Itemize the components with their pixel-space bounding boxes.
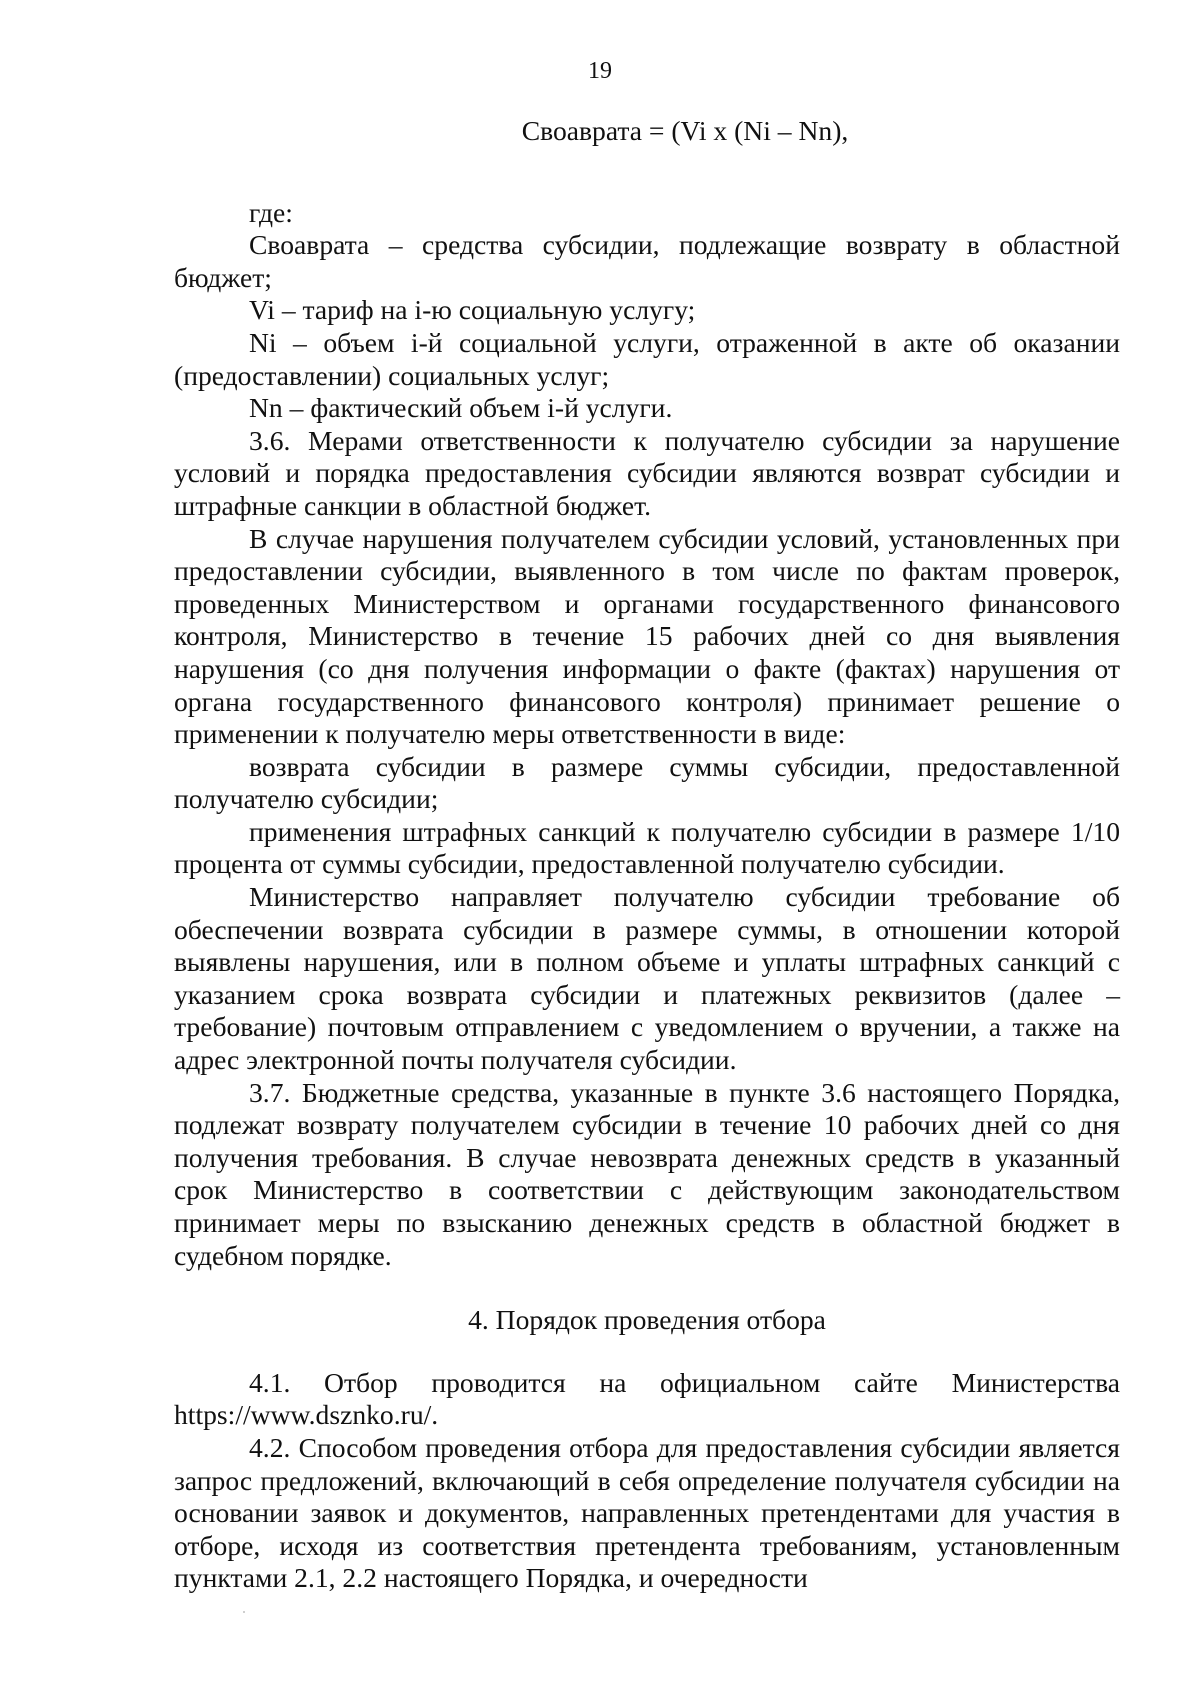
paragraph-violation-case: В случае нарушения получателем субсидии условий, установленных при предоставлении субсидии, выявленного в том числе по фактам проверок, проведенных Министерством и органами государственного финансового контроля, Министерство в течение 15 рабочих дней со дня выявления нарушения (со дня получения информации о факте (фактах) нарушения от органа государственного финансового контроля) принимает решение о применении к получателю меры ответственности в виде: — [174, 522, 1120, 750]
paragraph-refund-measure: возврата субсидии в размере суммы субсидии, предоставленной получателю субсидии; — [174, 750, 1120, 815]
paragraph-definition-volume: Ni – объем i-й социальной услуги, отраженной в акте об оказании (предоставлении) социальных услуг; — [174, 326, 1120, 391]
paragraph-definition-tariff: Vi – тариф на i-ю социальную услугу; — [249, 294, 696, 326]
paragraph-penalty-measure: применения штрафных санкций к получателю субсидии в размере 1/10 процента от суммы субсидии, предоставленной получателю субсидии. — [174, 815, 1120, 880]
scan-artifact — [243, 1611, 245, 1613]
paragraph-definition-refund: Своaврата – средства субсидии, подлежащие возврату в областной бюджет; — [174, 229, 1120, 293]
page-number: 19 — [588, 58, 612, 84]
refund-formula: Своaврата = (Vi x (Ni – Nn), — [521, 115, 849, 146]
section-heading: 4. Порядок проведения отбора — [468, 1304, 826, 1336]
paragraph-clause-3-7: 3.7. Бюджетные средства, указанные в пункте 3.6 настоящего Порядка, подлежат возврату получателем субсидии в течение 10 рабочих дней со дня получения требования. В случае невозврата денежных средств в указанный срок Министерство в соответствии с действующим законодательством принимает меры по взысканию денежных средств в областной бюджет в судебном порядке. — [174, 1076, 1120, 1271]
paragraph-clause-4-1: 4.1. Отбор проводится на официальном сайте Министерства https://www.dsznko.ru/. — [174, 1366, 1120, 1431]
paragraph-definition-actual-volume: Nn – фактический объем i-й услуги. — [249, 392, 673, 424]
document-body — [174, 115, 1120, 1595]
paragraph-clause-4-2: 4.2. Способом проведения отбора для предоставления субсидии является запрос предложений, включающий в себя определение получателя субсидии на основании заявок и документов, направленных претендентами для участия в отборе, исходя из соответствия претендента требованиям, установленным пунктами 2.1, 2.2 настоящего Порядка, и очередности — [174, 1431, 1120, 1594]
paragraph-clause-3-6: 3.6. Мерами ответственности к получателю субсидии за нарушение условий и порядка предоставления субсидии являются возврат субсидии и штрафные санкции в областной бюджет. — [174, 424, 1120, 521]
paragraph-where: где: — [249, 196, 293, 228]
paragraph-ministry-requirement: Министерство направляет получателю субсидии требование об обеспечении возврата субсидии в размере суммы, в отношении которой выявлены нарушения, или в полном объеме и уплаты штрафных санкций с указанием срока возврата субсидии и платежных реквизитов (далее – требование) почтовым отправлением с уведомлением о вручении, а также на адрес электронной почты получателя субсидии. — [174, 881, 1120, 1076]
